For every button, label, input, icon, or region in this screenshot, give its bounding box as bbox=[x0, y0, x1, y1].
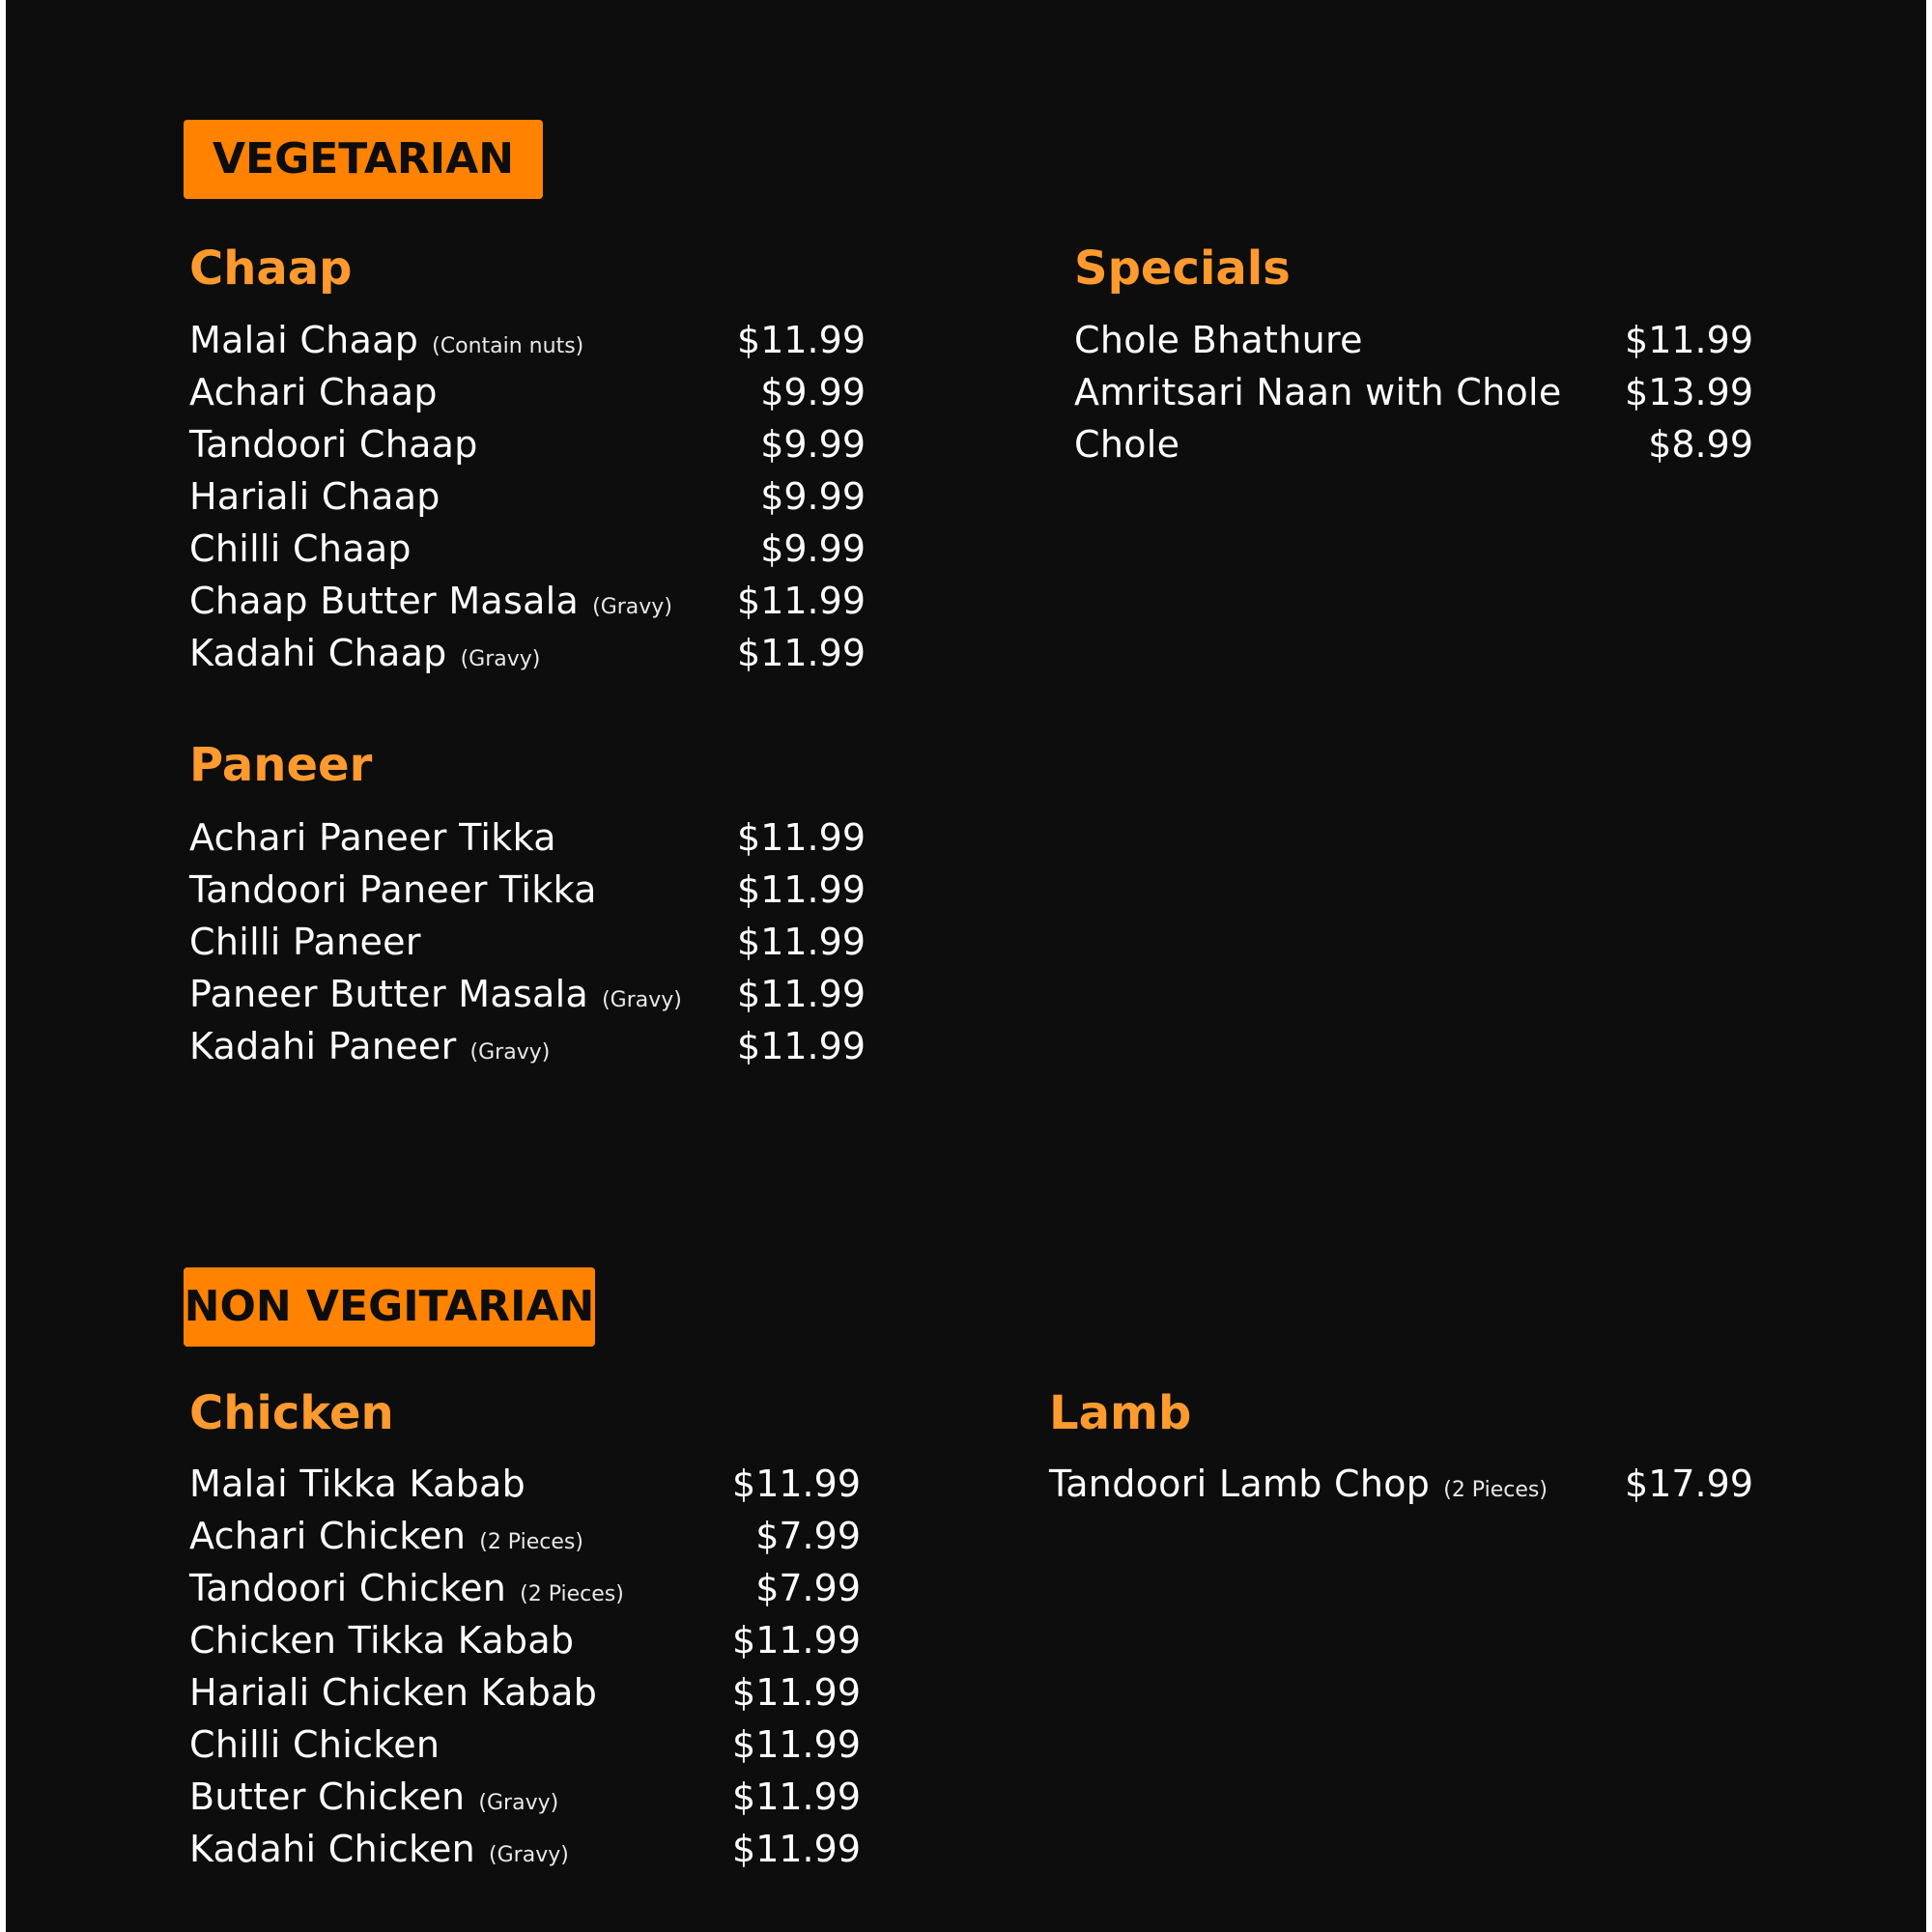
menu-item-price: $13.99 bbox=[1625, 371, 1753, 413]
menu-item-price: $11.99 bbox=[732, 1619, 861, 1662]
menu-item-note: (Gravy) bbox=[478, 1791, 559, 1815]
menu-item-note: (Gravy) bbox=[489, 1843, 569, 1867]
menu-item-price: $7.99 bbox=[755, 1567, 861, 1609]
menu-item-info bbox=[189, 921, 421, 963]
menu-item-info bbox=[189, 1828, 569, 1870]
menu-item bbox=[189, 314, 866, 366]
menu-item-info bbox=[189, 1025, 550, 1067]
menu-item-name: Achari Chaap bbox=[189, 371, 438, 413]
menu-item-info bbox=[189, 632, 540, 674]
menu-item-name: Tandoori Chaap bbox=[189, 423, 478, 466]
menu-item-info bbox=[189, 1515, 583, 1557]
menu-item bbox=[189, 811, 866, 864]
menu-item-info bbox=[1074, 371, 1562, 413]
chicken-list bbox=[189, 1458, 861, 1875]
menu-item-price: $11.99 bbox=[737, 319, 866, 361]
menu-item-info bbox=[1074, 319, 1363, 361]
menu-item bbox=[189, 916, 866, 968]
menu-item-price: $9.99 bbox=[760, 371, 866, 413]
menu-item-info bbox=[189, 475, 440, 518]
menu-item-name: Chicken Tikka Kabab bbox=[189, 1619, 575, 1662]
menu-item-note: (2 Pieces) bbox=[520, 1582, 624, 1606]
menu-item-price: $9.99 bbox=[760, 527, 866, 570]
menu-item bbox=[189, 1458, 861, 1510]
menu-item-info bbox=[189, 1723, 440, 1766]
menu-item-name: Chaap Butter Masala bbox=[189, 580, 580, 622]
menu-item-price: $11.99 bbox=[732, 1723, 861, 1766]
menu-item-info bbox=[189, 868, 597, 911]
chaap-title: Chaap bbox=[189, 242, 353, 296]
menu-item-price: $11.99 bbox=[732, 1828, 861, 1870]
menu-item bbox=[1074, 418, 1753, 470]
menu-item-price: $11.99 bbox=[732, 1671, 861, 1714]
menu-item-info bbox=[189, 973, 682, 1015]
paneer-title: Paneer bbox=[189, 738, 373, 792]
menu-item bbox=[189, 1020, 866, 1072]
menu-item-name: Tandoori Chicken bbox=[189, 1567, 507, 1609]
non-vegetarian-banner: NON VEGITARIAN bbox=[184, 1267, 595, 1347]
menu-item-note: (Gravy) bbox=[592, 595, 672, 619]
menu-item-price: $11.99 bbox=[737, 921, 866, 963]
menu-item bbox=[189, 523, 866, 575]
menu-item-name: Chilli Chaap bbox=[189, 527, 412, 570]
menu-item-note: (Gravy) bbox=[469, 1040, 551, 1065]
menu-item bbox=[189, 1562, 861, 1614]
menu-item-info bbox=[189, 580, 672, 622]
menu-item-info bbox=[189, 319, 583, 361]
menu-item bbox=[189, 470, 866, 523]
menu-item-info bbox=[1074, 423, 1179, 466]
menu-item-info bbox=[189, 1671, 597, 1714]
menu-item-info bbox=[1049, 1463, 1548, 1505]
menu-item-name: Butter Chicken bbox=[189, 1776, 466, 1818]
specials-list bbox=[1074, 314, 1753, 470]
menu-item-info bbox=[189, 816, 556, 859]
menu-item bbox=[1074, 366, 1753, 418]
menu-item bbox=[189, 575, 866, 627]
menu-item-price: $8.99 bbox=[1648, 423, 1753, 466]
menu-item bbox=[1049, 1458, 1753, 1510]
menu-item bbox=[189, 1719, 861, 1771]
menu-item-info bbox=[189, 1567, 624, 1609]
menu-item-name: Hariali Chaap bbox=[189, 475, 440, 518]
menu-item-price: $11.99 bbox=[737, 816, 866, 859]
menu-item-name: Malai Tikka Kabab bbox=[189, 1463, 526, 1505]
menu-item-name: Tandoori Lamb Chop bbox=[1049, 1463, 1431, 1505]
chicken-title: Chicken bbox=[189, 1386, 394, 1440]
specials-title: Specials bbox=[1074, 242, 1291, 296]
menu-item-name: Chilli Paneer bbox=[189, 921, 421, 963]
menu-item bbox=[189, 627, 866, 679]
menu-item-price: $7.99 bbox=[755, 1515, 861, 1557]
menu-item-name: Malai Chaap bbox=[189, 319, 419, 361]
menu-item-note: (2 Pieces) bbox=[1443, 1478, 1548, 1502]
menu-item-price: $9.99 bbox=[760, 423, 866, 466]
menu-item-name: Paneer Butter Masala bbox=[189, 973, 589, 1015]
chaap-list bbox=[189, 314, 866, 679]
menu-item bbox=[189, 1510, 861, 1562]
menu-item-note: (Gravy) bbox=[602, 988, 682, 1012]
lamb-title: Lamb bbox=[1049, 1386, 1192, 1440]
menu-item bbox=[189, 1666, 861, 1719]
menu-item bbox=[189, 1614, 861, 1666]
menu-item-name: Achari Paneer Tikka bbox=[189, 816, 556, 859]
menu-item-name: Chole bbox=[1074, 423, 1180, 466]
menu-item-info bbox=[189, 527, 412, 570]
menu-item-name: Tandoori Paneer Tikka bbox=[189, 868, 597, 911]
menu-item bbox=[189, 418, 866, 470]
menu-item-price: $11.99 bbox=[737, 580, 866, 622]
menu-item-name: Kadahi Chicken bbox=[189, 1828, 476, 1870]
menu-item-info bbox=[189, 1619, 574, 1662]
menu-item bbox=[189, 366, 866, 418]
menu-item-name: Kadahi Chaap bbox=[189, 632, 447, 674]
menu-item bbox=[1074, 314, 1753, 366]
menu-board bbox=[6, 0, 1926, 1932]
menu-item-price: $11.99 bbox=[737, 1025, 866, 1067]
menu-item-price: $11.99 bbox=[1625, 319, 1753, 361]
menu-item-price: $11.99 bbox=[737, 868, 866, 911]
menu-item-name: Chilli Chicken bbox=[189, 1723, 440, 1766]
menu-item-price: $11.99 bbox=[737, 632, 866, 674]
menu-item bbox=[189, 1823, 861, 1875]
menu-item-price: $17.99 bbox=[1625, 1463, 1753, 1505]
menu-item-price: $11.99 bbox=[732, 1776, 861, 1818]
menu-item-note: (2 Pieces) bbox=[479, 1530, 583, 1554]
menu-item-price: $11.99 bbox=[737, 973, 866, 1015]
menu-item-name: Achari Chicken bbox=[189, 1515, 467, 1557]
lamb-list bbox=[1049, 1458, 1753, 1510]
menu-item-price: $9.99 bbox=[760, 475, 866, 518]
menu-item-name: Hariali Chicken Kabab bbox=[189, 1671, 598, 1714]
vegetarian-banner: VEGETARIAN bbox=[184, 120, 543, 199]
menu-item-info bbox=[189, 423, 478, 466]
menu-item-note: (Contain nuts) bbox=[432, 334, 584, 358]
paneer-list bbox=[189, 811, 866, 1072]
menu-item-price: $11.99 bbox=[732, 1463, 861, 1505]
menu-item-name: Chole Bhathure bbox=[1074, 319, 1363, 361]
menu-item-name: Kadahi Paneer bbox=[189, 1025, 457, 1067]
menu-item-info bbox=[189, 1776, 558, 1818]
menu-item bbox=[189, 968, 866, 1020]
menu-item-info bbox=[189, 1463, 526, 1505]
menu-item-info bbox=[189, 371, 438, 413]
menu-item-note: (Gravy) bbox=[460, 647, 541, 671]
menu-item bbox=[189, 864, 866, 916]
menu-item bbox=[189, 1771, 861, 1823]
menu-item-name: Amritsari Naan with Chole bbox=[1074, 371, 1562, 413]
